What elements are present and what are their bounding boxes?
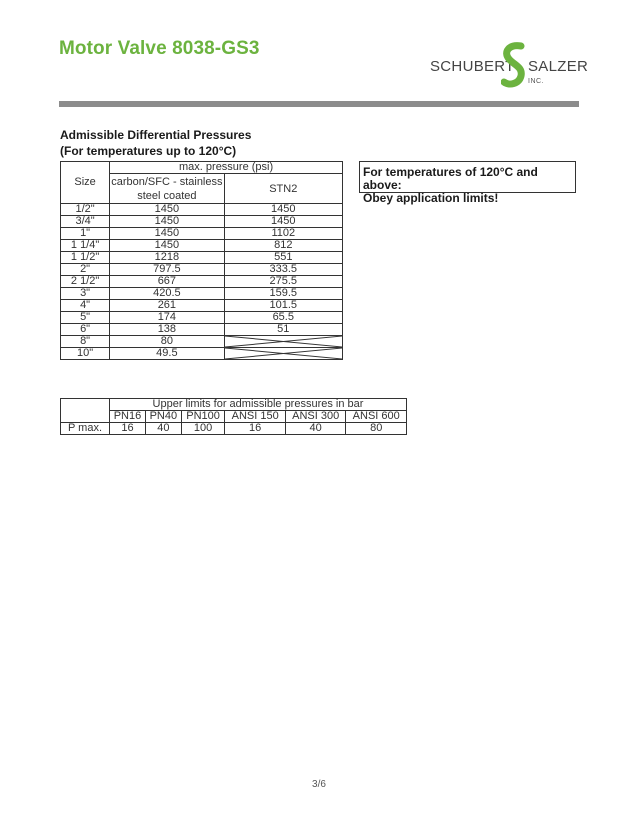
stn2-pressure-cell: 51: [224, 324, 342, 336]
not-available-cell: [224, 348, 342, 360]
stn2-header: STN2: [224, 174, 342, 204]
section-heading-title: Admissible Differential Pressures: [60, 128, 252, 142]
temperature-note-line2: Obey application limits!: [363, 191, 499, 205]
carbon-pressure-cell: 1450: [110, 216, 224, 228]
limits-column-header: ANSI 150: [225, 411, 286, 423]
size-cell: 2 1/2": [61, 276, 110, 288]
table-row: [61, 264, 343, 276]
stn2-pressure-cell: 1450: [224, 204, 342, 216]
limits-value-cell: 16: [225, 423, 286, 435]
limits-row-label: P max.: [61, 423, 110, 435]
size-cell: 8": [61, 336, 110, 348]
size-cell: 10": [61, 348, 110, 360]
carbon-header: carbon/SFC - stainless steel coated: [110, 174, 224, 204]
limits-values-row: [61, 423, 407, 435]
table-row: [61, 216, 343, 228]
limits-value-cell: 40: [145, 423, 181, 435]
table-row: [61, 288, 343, 300]
table-row: [61, 240, 343, 252]
table-row: [61, 324, 343, 336]
logo-inc: INC.: [528, 78, 544, 85]
table-row: [61, 252, 343, 264]
stn2-pressure-cell: 65.5: [224, 312, 342, 324]
header-divider: [59, 101, 579, 107]
carbon-pressure-cell: 138: [110, 324, 224, 336]
logo-text-left: SCHUBERT: [430, 58, 515, 75]
limits-header-row: [61, 411, 407, 423]
pressure-table: [60, 161, 343, 360]
temperature-note-line1: For temperatures of 120°C and above:: [363, 165, 538, 192]
max-pressure-header: max. pressure (psi): [110, 162, 343, 174]
size-cell: 3": [61, 288, 110, 300]
limits-column-header: ANSI 600: [346, 411, 407, 423]
table-row: [61, 228, 343, 240]
section-heading-subtitle: (For temperatures up to 120°C): [60, 144, 237, 158]
temperature-note: [359, 161, 576, 205]
page-number: 3/6: [312, 779, 326, 790]
carbon-pressure-cell: 1450: [110, 240, 224, 252]
carbon-pressure-cell: 1450: [110, 228, 224, 240]
limits-value-cell: 16: [110, 423, 146, 435]
logo-text-right: SALZER: [528, 58, 589, 75]
stn2-pressure-cell: 551: [224, 252, 342, 264]
size-cell: 1 1/2": [61, 252, 110, 264]
table-row: [61, 204, 343, 216]
stn2-pressure-cell: 1450: [224, 216, 342, 228]
carbon-pressure-cell: 1218: [110, 252, 224, 264]
table-row: [61, 312, 343, 324]
table-row: [61, 348, 343, 360]
company-logo: [428, 42, 589, 90]
size-cell: 1/2": [61, 204, 110, 216]
size-cell: 6": [61, 324, 110, 336]
carbon-pressure-cell: 49.5: [110, 348, 224, 360]
size-cell: 1 1/4": [61, 240, 110, 252]
carbon-pressure-cell: 80: [110, 336, 224, 348]
carbon-pressure-cell: 261: [110, 300, 224, 312]
carbon-pressure-cell: 797.5: [110, 264, 224, 276]
table-row: [61, 300, 343, 312]
table-row: [61, 336, 343, 348]
not-available-cell: [224, 336, 342, 348]
stn2-pressure-cell: 1102: [224, 228, 342, 240]
pressure-table-header-row: [61, 162, 343, 174]
size-header: Size: [61, 162, 110, 204]
limits-column-header: PN100: [181, 411, 225, 423]
stn2-pressure-cell: 812: [224, 240, 342, 252]
limits-value-cell: 100: [181, 423, 225, 435]
size-cell: 3/4": [61, 216, 110, 228]
section-heading: [60, 127, 251, 159]
size-cell: 4": [61, 300, 110, 312]
limits-value-cell: 40: [285, 423, 346, 435]
stn2-pressure-cell: 333.5: [224, 264, 342, 276]
stn2-pressure-cell: 159.5: [224, 288, 342, 300]
limits-column-header: ANSI 300: [285, 411, 346, 423]
limits-title-row: [61, 399, 407, 411]
limits-value-cell: 80: [346, 423, 407, 435]
limits-corner-cell: [61, 399, 110, 423]
limits-column-header: PN16: [110, 411, 146, 423]
carbon-pressure-cell: 667: [110, 276, 224, 288]
size-cell: 1": [61, 228, 110, 240]
carbon-pressure-cell: 420.5: [110, 288, 224, 300]
limits-title: Upper limits for admissible pressures in bar: [110, 399, 407, 411]
page-title: Motor Valve 8038-GS3: [59, 38, 260, 59]
logo-s-mark-icon: [501, 42, 527, 90]
stn2-pressure-cell: 275.5: [224, 276, 342, 288]
size-cell: 2": [61, 264, 110, 276]
table-row: [61, 276, 343, 288]
carbon-pressure-cell: 1450: [110, 204, 224, 216]
stn2-pressure-cell: 101.5: [224, 300, 342, 312]
limits-column-header: PN40: [145, 411, 181, 423]
size-cell: 5": [61, 312, 110, 324]
limits-table: [60, 398, 407, 435]
carbon-pressure-cell: 174: [110, 312, 224, 324]
